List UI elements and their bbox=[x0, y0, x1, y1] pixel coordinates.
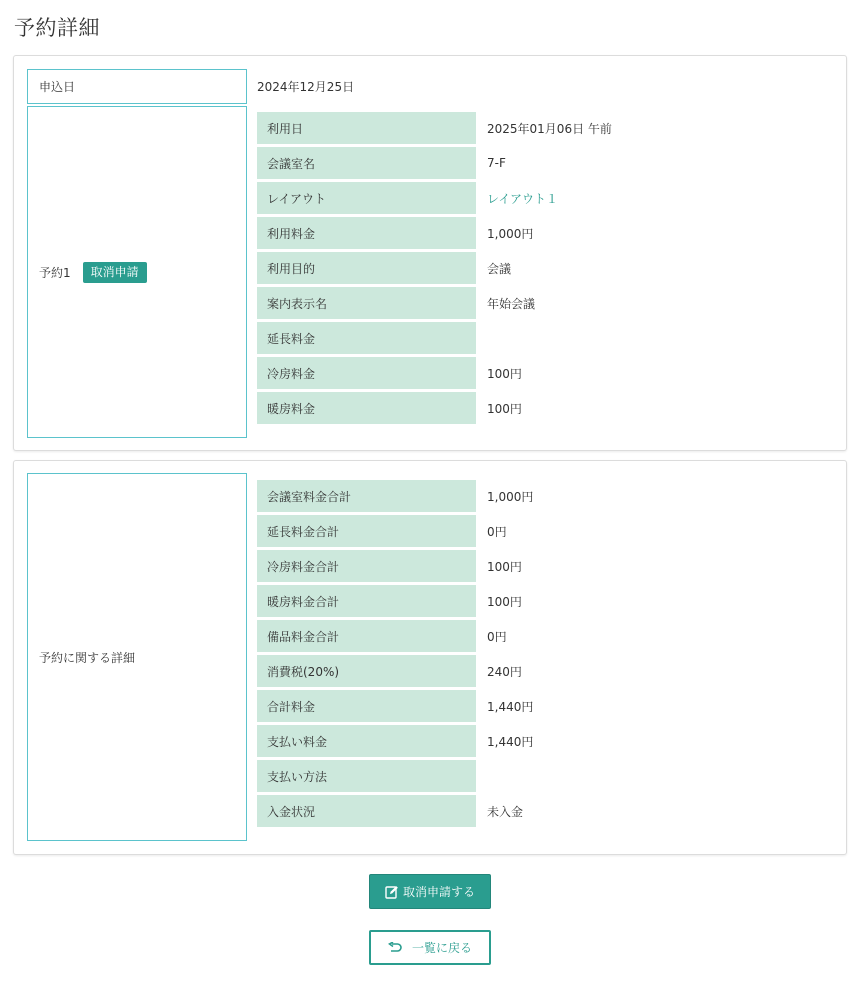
row-value bbox=[476, 322, 487, 354]
edit-icon bbox=[385, 885, 399, 899]
row-value: 240円 bbox=[487, 664, 522, 679]
back-to-list-button[interactable] bbox=[369, 930, 491, 965]
layout-link[interactable]: レイアウト１ bbox=[487, 191, 559, 206]
row-value: 年始会議 bbox=[487, 296, 536, 311]
row-key: 会議室料金合計 bbox=[257, 480, 476, 512]
application-date-label: 申込日 bbox=[39, 80, 76, 94]
row-key: 冷房料金 bbox=[257, 357, 476, 389]
reservation-card bbox=[13, 55, 847, 451]
row-value: 7-F bbox=[487, 156, 506, 170]
row-value: 100円 bbox=[487, 559, 522, 574]
row-value: 会議 bbox=[487, 261, 512, 276]
table-row bbox=[257, 725, 533, 760]
details-card bbox=[13, 460, 847, 855]
row-value: 1,440円 bbox=[487, 734, 534, 749]
table-row bbox=[257, 182, 612, 217]
table-row bbox=[257, 690, 533, 725]
row-key: 暖房料金 bbox=[257, 392, 476, 424]
reservation-info-table bbox=[257, 112, 612, 427]
row-key: 入金状況 bbox=[257, 795, 476, 827]
table-row bbox=[257, 112, 612, 147]
return-arrow-icon bbox=[388, 942, 402, 954]
row-key: 冷房料金合計 bbox=[257, 550, 476, 582]
row-value: 100円 bbox=[487, 401, 522, 416]
table-row bbox=[257, 217, 612, 252]
row-key: 利用目的 bbox=[257, 252, 476, 284]
page-title: 予約詳細 bbox=[14, 16, 100, 40]
row-value: 0円 bbox=[487, 629, 507, 644]
table-row bbox=[257, 655, 533, 690]
row-key: 延長料金合計 bbox=[257, 515, 476, 547]
table-row bbox=[257, 480, 533, 515]
row-key: 消費税(20%) bbox=[257, 655, 476, 687]
row-key: 支払い料金 bbox=[257, 725, 476, 757]
table-row bbox=[257, 287, 612, 322]
table-row bbox=[257, 585, 533, 620]
back-to-list-button-label: 一覧に戻る bbox=[411, 941, 472, 955]
row-value: 1,440円 bbox=[487, 699, 534, 714]
table-row bbox=[257, 620, 533, 655]
table-row bbox=[257, 392, 612, 427]
application-date-value: 2024年12月25日 bbox=[257, 80, 355, 94]
row-value: 100円 bbox=[487, 366, 522, 381]
reservation-label: 予約1 bbox=[39, 265, 71, 280]
row-value bbox=[476, 760, 487, 792]
row-value: 1,000円 bbox=[487, 489, 534, 504]
details-label: 予約に関する詳細 bbox=[39, 650, 136, 665]
row-key: 案内表示名 bbox=[257, 287, 476, 319]
row-value: 1,000円 bbox=[487, 226, 534, 241]
row-key: 利用料金 bbox=[257, 217, 476, 249]
reservation-label-cell bbox=[27, 106, 247, 438]
table-row bbox=[257, 357, 612, 392]
row-key: 支払い方法 bbox=[257, 760, 476, 792]
row-key: 合計料金 bbox=[257, 690, 476, 722]
row-key: 延長料金 bbox=[257, 322, 476, 354]
fee-details-table bbox=[257, 480, 533, 830]
row-key: 会議室名 bbox=[257, 147, 476, 179]
row-key: 利用日 bbox=[257, 112, 476, 144]
table-row bbox=[257, 322, 612, 357]
cancel-request-badge: 取消申請 bbox=[83, 262, 147, 283]
table-row bbox=[257, 760, 533, 795]
table-row bbox=[257, 147, 612, 182]
cancel-request-button[interactable] bbox=[369, 874, 491, 909]
table-row bbox=[257, 795, 533, 830]
row-value: 2025年01月06日 午前 bbox=[487, 121, 612, 136]
row-key: 備品料金合計 bbox=[257, 620, 476, 652]
row-value: 100円 bbox=[487, 594, 522, 609]
table-row bbox=[257, 550, 533, 585]
row-key: レイアウト bbox=[257, 182, 476, 214]
details-label-cell bbox=[27, 473, 247, 841]
cancel-request-button-label: 取消申請する bbox=[402, 885, 475, 899]
row-key: 暖房料金合計 bbox=[257, 585, 476, 617]
table-row bbox=[257, 515, 533, 550]
table-row bbox=[257, 252, 612, 287]
application-date-label-cell bbox=[27, 69, 247, 104]
row-value: 未入金 bbox=[487, 804, 524, 819]
row-value: 0円 bbox=[487, 524, 507, 539]
